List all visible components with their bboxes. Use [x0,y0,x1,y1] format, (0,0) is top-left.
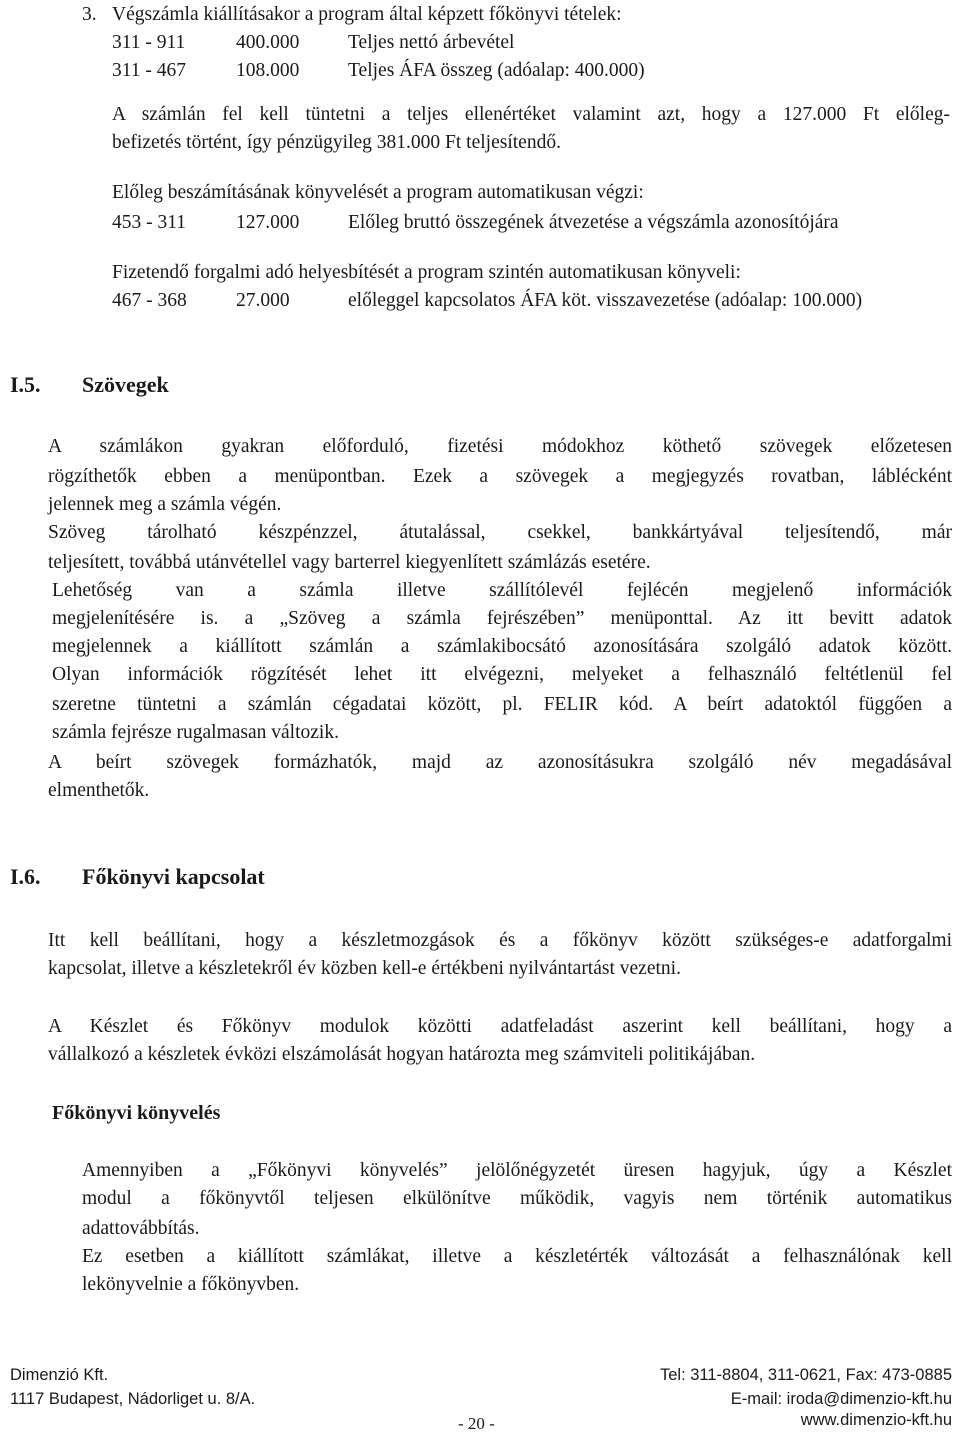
section-5-line: A számlákon gyakran előforduló, fizetési módokhoz köthető szövegek előzetesen [48,436,952,457]
section-5-line: Szöveg tárolható készpénzzel, átutalással, csekkel, bankkártyával teljesítendő, már [48,522,952,543]
ledger-row-2-desc: Teljes ÁFA összeg (adóalap: 400.000) [348,60,645,81]
ledger-row-3-desc: Előleg bruttó összegének átvezetése a végszámla azonosítójára [348,212,839,233]
section-6-para3-line: modul a főkönyvtől teljesen elkülönítve működik, vagyis nem történik automatikus [82,1188,952,1209]
ledger-row-4-account: 467 - 368 [112,290,187,311]
section-6-title: Főkönyvi kapcsolat [82,864,265,889]
footer-website: www.dimenzio-kft.hu [800,1411,952,1429]
ledger-row-4-amount: 27.000 [236,290,290,311]
section-5-title: Szövegek [82,372,169,397]
subheading-fokonyvi-konyveles: Főkönyvi könyvelés [52,1102,221,1124]
section-5-number: I.5. [10,372,41,397]
footer-phone: Tel: 311-8804, 311-0621, Fax: 473-0885 [659,1366,952,1384]
section-6-para3-line: adattovábbítás. [82,1218,200,1239]
section-6-para3-line: lekönyvelnie a főkönyvben. [82,1274,300,1295]
section-5-line: jelennek meg a számla végén. [48,494,282,515]
section-6-para1-line: kapcsolat, illetve a készletekről év közben kell-e értékbeni nyilvántartást vezetni. [48,958,681,979]
section-5-line: megjelenítésére is. a „Szöveg a számla fejrészében” menüponttal. Az itt bevitt adatok [52,608,952,629]
ledger-row-4-desc: előleggel kapcsolatos ÁFA köt. visszavezetése (adóalap: 100.000) [348,290,863,311]
section-5-line: szeretne tüntetni a számlán cégadatai között, pl. FELIR kód. A beírt adatoktól függően a [52,694,952,715]
footer-company: Dimenzió Kft. [10,1366,109,1384]
section-5-line: A beírt szövegek formázhatók, majd az azonosításukra szolgáló név megadásával [48,752,952,773]
ledger-row-1-desc: Teljes nettó árbevétel [348,32,515,53]
ledger-row-3-amount: 127.000 [236,212,300,233]
item3-para-line-2: befizetés történt, így pénzügyileg 381.000 Ft teljesítendő. [112,132,561,153]
item3-title: Végszámla kiállításakor a program által képzett főkönyvi tételek: [112,4,622,25]
footer-email: E-mail: iroda@dimenzio-kft.hu [730,1390,952,1408]
section-5-line: megjelennek a kiállított számlán a számlakibocsátó azonosítására szolgáló adatok között. [52,636,952,657]
section-6-number: I.6. [10,864,41,889]
section-5-line: számla fejrésze rugalmasan változik. [52,722,339,743]
ledger-row-3-account: 453 - 311 [112,212,187,233]
page-number: - 20 - [458,1414,495,1433]
section-6-para2-line: vállalkozó a készletek évközi elszámolását hogyan határozta meg számviteli politikájában. [48,1044,756,1065]
ledger-row-2-amount: 108.000 [236,60,300,81]
section-6-para2-line: A Készlet és Főkönyv modulok közötti adatfeladást aszerint kell beállítani, hogy a [48,1016,952,1037]
section-5-line: rögzíthetők ebben a menüpontban. Ezek a szövegek a megjegyzés rovatban, láblécként [48,466,952,487]
vat-intro: Fizetendő forgalmi adó helyesbítését a program szintén automatikusan könyveli: [112,262,741,283]
section-5-line: Olyan információk rögzítését lehet itt elvégezni, melyeket a felhasználó feltétlenül fel [52,664,952,685]
section-5-line: Lehetőség van a számla illetve szállítólevél fejlécén megjelenő információk [52,580,952,601]
advance-intro: Előleg beszámításának könyvelését a program automatikusan végzi: [112,182,644,203]
item3-number: 3. [82,4,97,25]
item3-para-line-1: A számlán fel kell tüntetni a teljes ellenértéket valamint azt, hogy a 127.000 Ft előleg- [112,104,950,125]
section-6-para1-line: Itt kell beállítani, hogy a készletmozgások és a főkönyv között szükséges-e adatforgalmi [48,930,952,951]
footer-address: 1117 Budapest, Nádorliget u. 8/A. [10,1390,256,1408]
section-6-para3-line: Amennyiben a „Főkönyvi könyvelés” jelölőnégyzetét üresen hagyjuk, úgy a Készlet [82,1160,952,1181]
section-5-line: elmenthetők. [48,780,150,801]
section-6-para3-line: Ez esetben a kiállított számlákat, illetve a készletérték változását a felhasználónak kell [82,1246,952,1267]
ledger-row-1-account: 311 - 911 [112,32,186,53]
section-5-line: teljesített, továbbá utánvétellel vagy barterrel kiegyenlített számlázás esetére. [48,552,651,573]
ledger-row-2-account: 311 - 467 [112,60,187,81]
ledger-row-1-amount: 400.000 [236,32,300,53]
